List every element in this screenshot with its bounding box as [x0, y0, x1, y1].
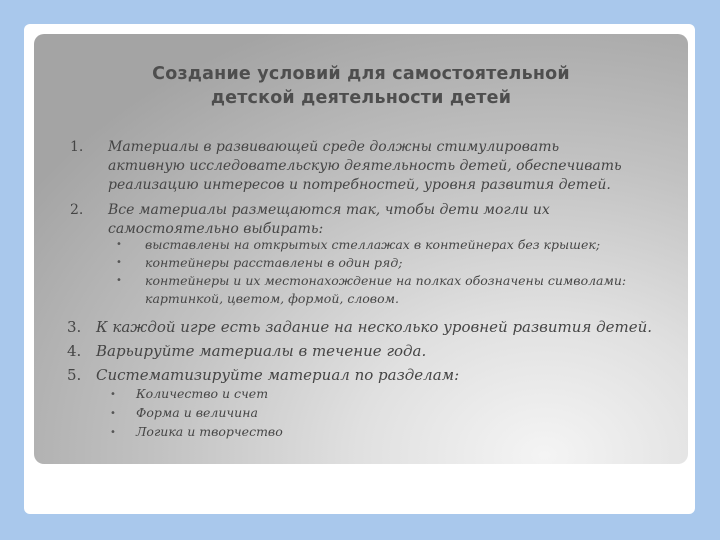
item-5-bullet-3: Логика и творчество: [136, 424, 283, 439]
item-2-bullet-3: контейнеры и их местонахождение на полках обозначены символами:: [145, 273, 627, 288]
title-line-1: Создание условий для самостоятельной: [152, 64, 570, 84]
item-3-number: 3.: [67, 318, 82, 336]
bullet-dot: •: [110, 408, 116, 419]
item-2-line-1: Все материалы размещаются так, чтобы дети могли их: [108, 202, 550, 218]
item-2-bullet-2: контейнеры расставлены в один ряд;: [145, 255, 403, 270]
item-5-bullet-2: Форма и величина: [136, 405, 258, 420]
bullet-dot: •: [116, 275, 122, 286]
item-4-number: 4.: [67, 342, 82, 360]
item-1-line-1: Материалы в развивающей среде должны стимулировать: [108, 139, 560, 155]
item-2-bullet-3-cont: картинкой, цветом, формой, словом.: [145, 291, 399, 306]
item-2-line-2: самостоятельно выбирать:: [108, 221, 324, 237]
bullet-dot: •: [116, 239, 122, 250]
item-1-line-3: реализацию интересов и потребностей, уровня развития детей.: [108, 177, 611, 193]
item-1-line-2: активную исследовательскую деятельность детей, обеспечивать: [108, 158, 622, 174]
bullet-dot: •: [110, 427, 116, 438]
slide-title: [34, 62, 688, 110]
bullet-dot: •: [116, 257, 122, 268]
item-5-number: 5.: [67, 366, 82, 384]
item-2-bullet-1: выставлены на открытых стеллажах в контейнерах без крышек;: [145, 237, 601, 252]
title-line-2: детской деятельности детей: [210, 88, 512, 108]
item-5-text: Систематизируйте материал по разделам:: [96, 366, 460, 384]
item-2-number: 2.: [70, 202, 84, 218]
item-1-number: 1.: [70, 139, 84, 155]
bullet-dot: •: [110, 389, 116, 400]
item-4-text: Варьируйте материалы в течение года.: [96, 342, 427, 360]
item-5-bullet-1: Количество и счет: [136, 386, 269, 401]
item-3-text: К каждой игре есть задание на несколько уровней развития детей.: [96, 318, 653, 336]
